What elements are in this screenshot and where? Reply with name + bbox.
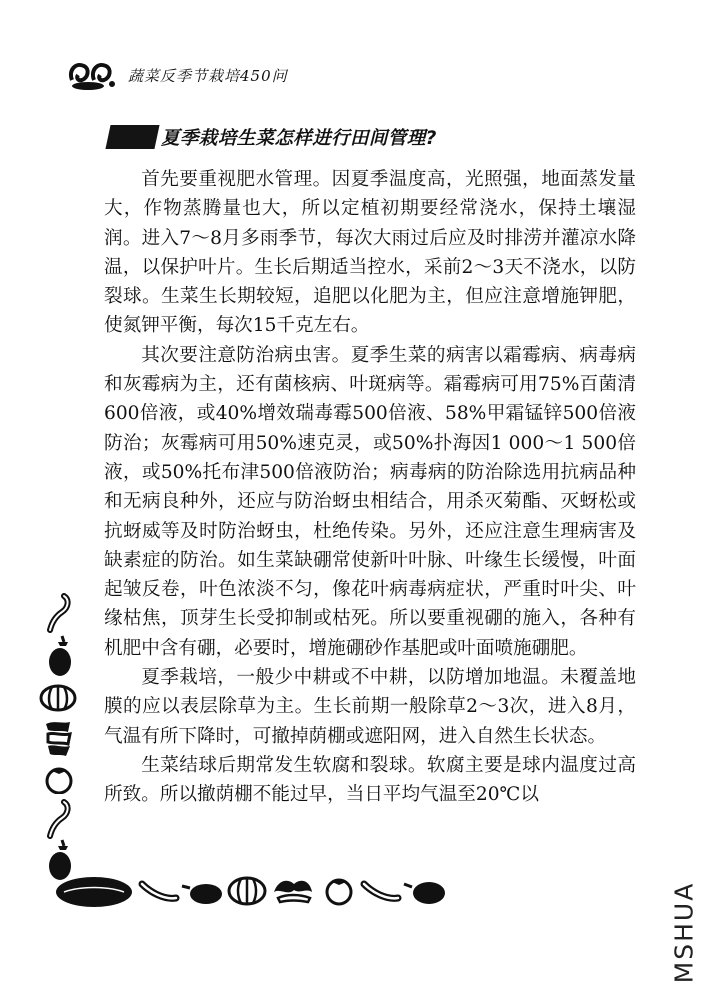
question-number-badge (105, 125, 159, 149)
answer-body (104, 165, 636, 810)
cucumber-icon (138, 878, 180, 906)
pumpkin-icon (38, 682, 78, 712)
question-heading (108, 124, 437, 150)
cucumber-icon (360, 878, 402, 906)
eggplant-icon (44, 634, 74, 678)
cucumber-icon (40, 798, 74, 840)
running-title: 蔬菜反季节栽培450问 (128, 66, 288, 85)
lettuce-icon (270, 874, 316, 906)
pumpkin-icon (226, 874, 268, 906)
cucumber-icon (40, 592, 74, 634)
watermark (654, 870, 708, 994)
question-title: 夏季栽培生菜怎样进行田间管理? (161, 128, 437, 149)
eggplant-icon (180, 878, 224, 906)
paragraph: 首先要重视肥水管理。因夏季温度高，光照强，地面蒸发量大，作物蒸腾量也大，所以定植初期要经常浇水，保持土壤湿润。进入7～8月多雨季节，每次大雨过后应及时排涝并灌凉水降温，以保护叶片。生长后期适当控水，采前2～3天不浇水，以防裂球。生菜生长期较短，追肥以化肥为主，但应注意增施钾肥，使氮钾平衡，每次15千克左右。 (104, 169, 636, 337)
lettuce-icon (40, 718, 76, 760)
margin-ornaments (30, 592, 90, 892)
bottom-ornament-strip (54, 868, 454, 914)
paragraph: 夏季栽培，一般少中耕或不中耕，以防增加地温。未覆盖地膜的应以表层除草为主。生长前期一般除草2～3次，进入8月，气温有所下降时，可撤掉荫棚或遮阳网，进入自然生长状态。 (104, 667, 636, 747)
leafy-vegetable-icon (54, 872, 134, 910)
paragraph: 其次要注意防治病虫害。夏季生菜的病害以霜霉病、病毒病和灰霉病为主，还有菌核病、叶斑病等。霜霉病可用75%百菌清600倍液，或40%增效瑞毒霉500倍液、58%甲霜锰锌500倍液防治；灰霉病可用50%速克灵，或50%扑海因1 000～1 500倍液，或50%托布津500倍液防治；病毒病的防治除选用抗病品种和无病良种外，还应与防治蚜虫相结合，用杀灭菊酯、灭蚜松或抗蚜威等及时防治蚜虫，杜绝传染。另外，还应注意生理病害及缺素症的防治。如生菜缺硼常使新叶叶脉、叶缘生长缓慢，叶面起皱反卷，叶色浓淡不匀，像花叶病毒病症状，严重时叶尖、叶缘枯焦，顶芽生长受抑制或枯死。所以要重视硼的施入，各种有机肥中含有硼，必要时，增施硼砂作基肥或叶面喷施硼肥。 (104, 344, 636, 659)
tomato-icon (320, 874, 358, 906)
paragraph: 生菜结球后期常发生软腐和裂球。软腐主要是球内温度过高所致。所以撤荫棚不能过早，当日平均气温至20℃以 (104, 754, 636, 806)
running-header (66, 58, 288, 92)
tomato-icon (40, 764, 78, 794)
watermark-text: MSHUA (669, 881, 699, 983)
eggplant-icon (402, 876, 448, 906)
vegetable-ornament-icon (66, 58, 118, 92)
